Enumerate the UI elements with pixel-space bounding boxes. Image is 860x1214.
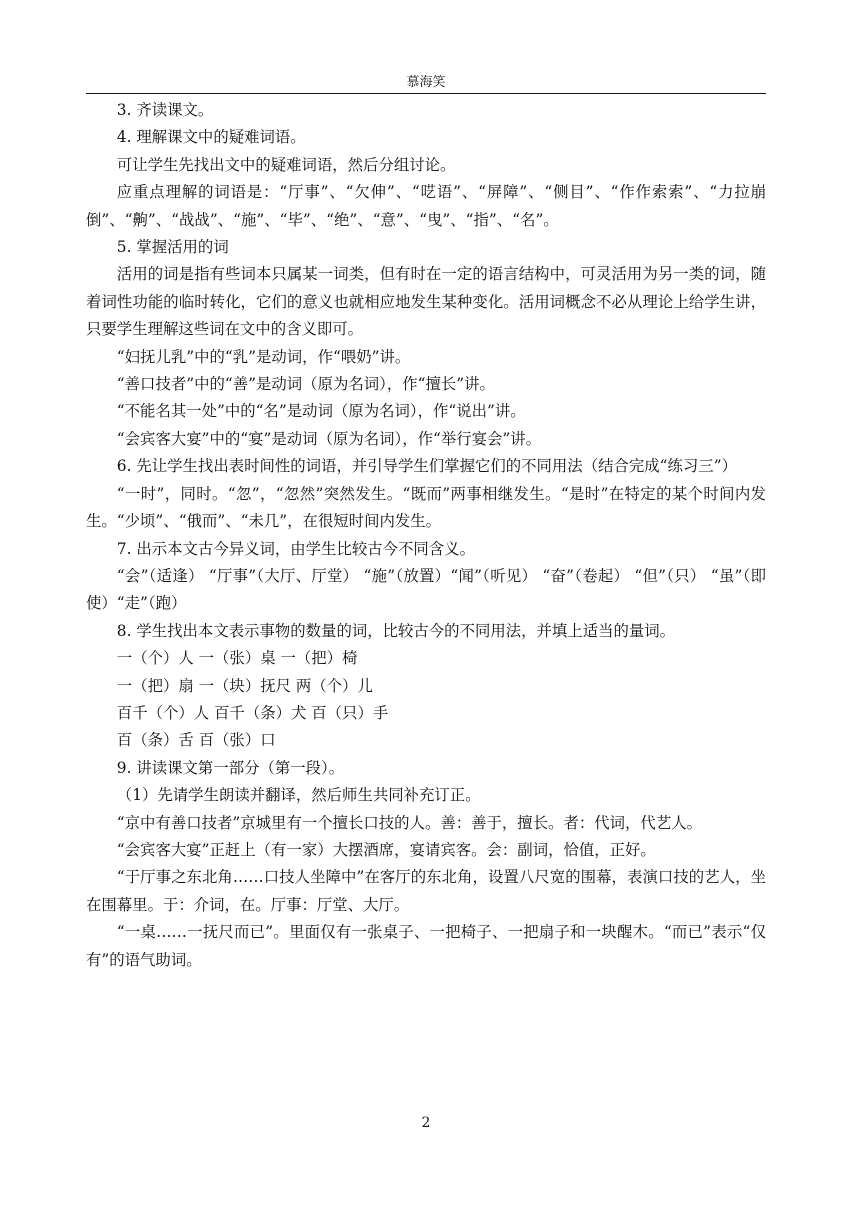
paragraph: “会宾客大宴”中的“宴”是动词（原为名词），作“举行宴会”讲。 — [116, 429, 542, 448]
document-body — [86, 97, 766, 974]
paragraph: “京中有善口技者”京城里有一个擅长口技的人。善：善于，擅长。者：代词，代艺人。 — [116, 813, 702, 832]
paragraph: 8. 学生找出本文表示事物的数量的词，比较古今的不同用法，并填上适当的量词。 — [116, 621, 676, 640]
page-number: 2 — [421, 1115, 431, 1131]
paragraph: 3. 齐读课文。 — [116, 101, 214, 119]
paragraph: “善口技者”中的“善”是动词（原为名词），作“擅长”讲。 — [116, 375, 495, 394]
paragraph: 一（把）扇 一（块）抚尺 两（个）儿 — [116, 676, 373, 695]
header-divider — [86, 93, 766, 94]
paragraph: 5. 掌握活用的词 — [116, 238, 229, 257]
paragraph: 可让学生先找出文中的疑难词语，然后分组讨论。 — [116, 155, 456, 174]
paragraph: 应重点理解的词语是：“厅事”、“欠伸”、“呓语”、“屏障”、“侧目”、“作作索索”、“力拉崩倒”、“齁”、“战战”、“施”、“毕”、“绝”、“意”、“曳”、“指”、“名”。 — [86, 183, 766, 229]
paragraph: 6. 先让学生找出表时间性的词语，并引导学生们掌握它们的不同用法（结合完成“练习三”） — [116, 457, 737, 476]
paragraph: “一时”，同时。“忽”，“忽然”突然发生。“既而”两事相继发生。“是时”在特定的某个时间内发生。“少顷”、“俄而”、“未几”，在很短时间内发生。 — [86, 484, 766, 531]
paragraph: （1）先请学生朗读并翻译，然后师生共同补充订正。 — [116, 786, 481, 805]
page-header-author: 慕海笑 — [406, 75, 446, 90]
paragraph: 百（条）舌 百（张）口 — [116, 731, 276, 750]
paragraph: “会宾客大宴”正赶上（有一家）大摆酒席，宴请宾客。会：副词，恰值，正好。 — [116, 840, 656, 859]
paragraph: “一桌……一抚尺而已”。里面仅有一张桌子、一把椅子、一把扇子和一块醒木。“而已”表示“仅有”的语气助词。 — [86, 923, 766, 969]
paragraph: “会”（适逢） “厅事”（大厅、厅堂） “施”（放置）“闻”（听见） “奋”（卷起） “但”（只） “虽”（即使）“走”（跑） — [86, 566, 766, 613]
paragraph: “不能名其一处”中的“名”是动词（原为名词），作“说出”讲。 — [116, 402, 526, 421]
paragraph: 7. 出示本文古今异义词，由学生比较古今不同含义。 — [116, 539, 475, 558]
paragraph: 一（个）人 一（张）桌 一（把）椅 — [116, 649, 358, 668]
paragraph: 4. 理解课文中的疑难词语。 — [116, 128, 306, 147]
paragraph: 9. 讲读课文第一部分（第一段）。 — [116, 758, 345, 777]
paragraph: 活用的词是指有些词本只属某一词类，但有时在一定的语言结构中，可灵活用为另一类的词，随着词性功能的临时转化，它们的意义也就相应地发生某种变化。活用词概念不必从理论上给学生讲，只要学生理解这些词在文中的含义即可。 — [86, 265, 766, 339]
paragraph: “妇抚儿乳”中的“乳”是动词，作“喂奶”讲。 — [116, 347, 411, 366]
paragraph: “于厅事之东北角……口技人坐障中”在客厅的东北角，设置八尺宽的围幕，表演口技的艺人，坐在围幕里。于：介词，在。厅事：厅堂、大厅。 — [86, 868, 766, 914]
paragraph: 百千（个）人 百千（条）犬 百（只）手 — [116, 703, 389, 722]
